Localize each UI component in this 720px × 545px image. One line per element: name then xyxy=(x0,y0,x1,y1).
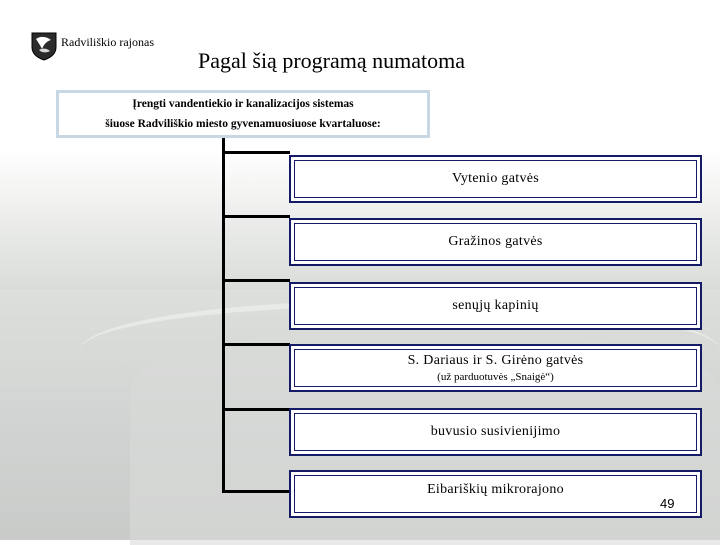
quarter-label: buvusio susivienijimo xyxy=(430,424,561,439)
page-title: Pagal šią programą numatoma xyxy=(198,48,465,73)
connector-trunk xyxy=(222,138,225,493)
coat-of-arms-icon xyxy=(30,31,58,61)
quarter-box-susivienijimo xyxy=(289,408,702,456)
quarter-box-grazinos xyxy=(289,218,702,266)
quarter-label: S. Dariaus ir S. Girėno gatvės xyxy=(407,353,584,368)
connector-branch-2 xyxy=(222,215,290,218)
quarter-box-eibariskiu xyxy=(289,470,702,518)
quarter-box-dariaus-gireno xyxy=(289,344,702,392)
quarter-box-vytenio xyxy=(289,155,702,203)
intro-line-1: Įrengti vandentiekio ir kanalizacijos sistemas xyxy=(132,98,354,110)
intro-line-2: šiuose Radviliškio miesto gyvenamuosiuose kvartaluose: xyxy=(105,118,381,130)
quarter-label: senųjų kapinių xyxy=(452,298,539,313)
intro-box xyxy=(56,90,430,138)
quarter-note: (už parduotuvės „Snaigė“) xyxy=(437,371,554,383)
connector-branch-5 xyxy=(222,408,290,411)
district-name: Radviliškio rajonas xyxy=(61,35,154,49)
quarter-label: Vytenio gatvės xyxy=(451,171,540,186)
quarter-box-kapiniu xyxy=(289,282,702,330)
page-number: 49 xyxy=(660,496,675,511)
connector-branch-6 xyxy=(222,490,290,493)
connector-branch-3 xyxy=(222,279,290,282)
connector-branch-1 xyxy=(222,151,290,154)
quarter-label: Eibariškių mikrorajono xyxy=(427,482,564,497)
connector-branch-4 xyxy=(222,343,290,346)
quarter-label: Gražinos gatvės xyxy=(448,234,543,249)
